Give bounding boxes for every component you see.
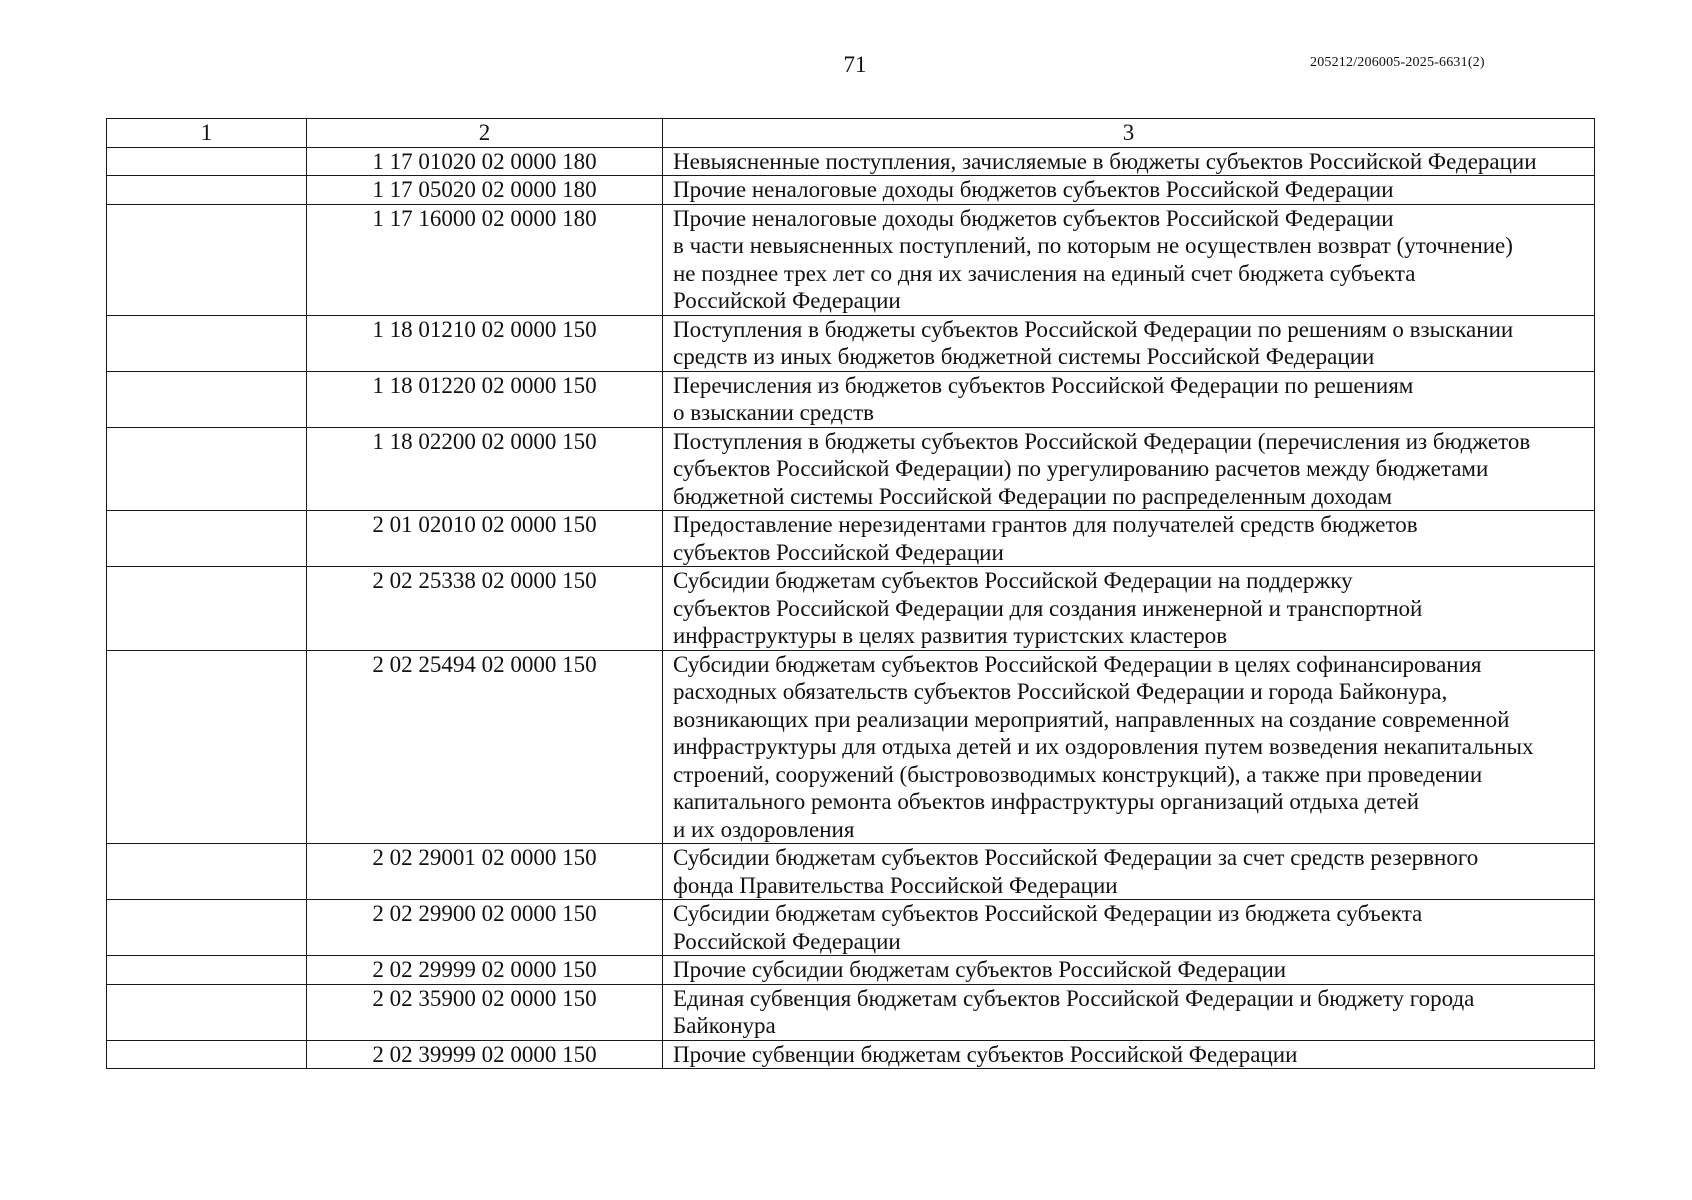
budget-code-cell: 2 02 29900 02 0000 150 [307,900,663,956]
row-number-cell [107,900,307,956]
description-line: строений, сооружений (быстровозводимых конструкций), а также при проведении [673,761,1483,787]
budget-code-cell: 1 18 02200 02 0000 150 [307,427,663,511]
header-col-3: 3 [663,119,1595,148]
description-line: Субсидии бюджетам субъектов Российской Федерации из бюджета субъекта [673,901,1423,926]
budget-code-cell: 1 17 01020 02 0000 180 [307,147,663,176]
budget-code-cell: 2 01 02010 02 0000 150 [307,511,663,567]
row-number-cell [107,1040,307,1069]
row-number-cell [107,567,307,651]
table-row [107,204,1595,315]
budget-code-cell: 1 18 01220 02 0000 150 [307,371,663,427]
budget-code-cell: 2 02 29001 02 0000 150 [307,844,663,900]
description-line: инфраструктуры для отдыха детей и их оздоровления путем возведения некапитальных [673,734,1534,759]
row-number-cell [107,315,307,371]
description-cell [663,1040,1595,1069]
description-line: Российской Федерации [673,928,901,954]
row-number-cell [107,427,307,511]
row-number-cell [107,956,307,985]
row-number-cell [107,204,307,315]
budget-code-cell: 1 18 01210 02 0000 150 [307,315,663,371]
description-line: Прочие субсидии бюджетам субъектов Российской Федерации [673,957,1287,982]
table-header-row [107,119,1595,148]
description-cell [663,147,1595,176]
description-line: Субсидии бюджетам субъектов Российской Федерации в целях софинансирования [673,651,1482,677]
table-row [107,956,1595,985]
header-col-1: 1 [107,119,307,148]
budget-code-cell: 2 02 39999 02 0000 150 [307,1040,663,1069]
row-number-cell [107,650,307,844]
description-line: Субсидии бюджетам субъектов Российской Федерации за счет средств резервного [673,845,1479,870]
header-col-2: 2 [307,119,663,148]
budget-code-cell: 1 17 16000 02 0000 180 [307,204,663,315]
description-line: о взыскании средств [673,400,875,425]
table-row [107,427,1595,511]
row-number-cell [107,371,307,427]
description-cell [663,956,1595,985]
description-line: в части невыясненных поступлений, по которым не осуществлен возврат (уточнение) [673,233,1513,258]
description-line: бюджетной системы Российской Федерации по распределенным доходам [673,483,1393,509]
description-cell [663,427,1595,511]
description-line: Поступления в бюджеты субъектов Российской Федерации по решениям о взыскании [673,316,1514,342]
description-line: Прочие субвенции бюджетам субъектов Российской Федерации [673,1041,1298,1067]
description-cell [663,371,1595,427]
description-line: фонда Правительства Российской Федерации [673,872,1118,898]
description-line: Российской Федерации [673,288,901,313]
revenue-codes-table [106,118,1595,1069]
description-line: средств из иных бюджетов бюджетной системы Российской Федерации [673,344,1375,369]
description-cell [663,204,1595,315]
table-row [107,147,1595,176]
description-line: Невыясненные поступления, зачисляемые в бюджеты субъектов Российской Федерации [673,148,1537,174]
description-cell [663,844,1595,900]
row-number-cell [107,147,307,176]
description-cell [663,650,1595,844]
description-line: Субсидии бюджетам субъектов Российской Федерации на поддержку [673,568,1353,593]
description-line: Предоставление нерезидентами грантов для получателей средств бюджетов [673,512,1418,537]
table-row [107,900,1595,956]
description-cell [663,511,1595,567]
description-line: субъектов Российской Федерации) по урегулированию расчетов между бюджетами [673,456,1489,481]
description-cell [663,900,1595,956]
budget-code-cell: 2 02 29999 02 0000 150 [307,956,663,985]
row-number-cell [107,984,307,1040]
table-row [107,371,1595,427]
description-line: Байконура [673,1013,776,1038]
description-line: Перечисления из бюджетов субъектов Российской Федерации по решениям [673,372,1414,398]
table-row [107,984,1595,1040]
description-line: Прочие неналоговые доходы бюджетов субъектов Российской Федерации [673,177,1394,202]
description-line: инфраструктуры в целях развития туристских кластеров [673,623,1228,648]
description-line: субъектов Российской Федерации для создания инженерной и транспортной [673,595,1423,621]
document-code: 205212/206005-2025-6631(2) [1310,55,1485,70]
description-line: возникающих при реализации мероприятий, направленных на создание современной [673,706,1510,732]
table-row [107,1040,1595,1069]
description-line: Поступления в бюджеты субъектов Российской Федерации (перечисления из бюджетов [673,428,1531,454]
table-row [107,844,1595,900]
table-row [107,511,1595,567]
table-row [107,315,1595,371]
row-number-cell [107,844,307,900]
table-row [107,176,1595,205]
row-number-cell [107,511,307,567]
description-line: капитального ремонта объектов инфраструктуры организаций отдыха детей [673,789,1420,814]
description-line: и их оздоровления [673,816,855,842]
page-number: 71 [843,52,867,77]
description-line: расходных обязательств субъектов Российской Федерации и города Байконура, [673,679,1448,704]
budget-code-cell: 2 02 25494 02 0000 150 [307,650,663,844]
description-line: Прочие неналоговые доходы бюджетов субъектов Российской Федерации [673,205,1394,231]
budget-code-cell: 2 02 35900 02 0000 150 [307,984,663,1040]
description-cell [663,567,1595,651]
row-number-cell [107,176,307,205]
description-cell [663,176,1595,205]
description-line: Единая субвенция бюджетам субъектов Российской Федерации и бюджету города [673,985,1475,1011]
budget-code-cell: 2 02 25338 02 0000 150 [307,567,663,651]
description-cell [663,315,1595,371]
description-cell [663,984,1595,1040]
table-row [107,650,1595,844]
table-row [107,567,1595,651]
budget-code-cell: 1 17 05020 02 0000 180 [307,176,663,205]
description-line: не позднее трех лет со дня их зачисления на единый счет бюджета субъекта [673,260,1416,286]
description-line: субъектов Российской Федерации [673,539,1004,565]
